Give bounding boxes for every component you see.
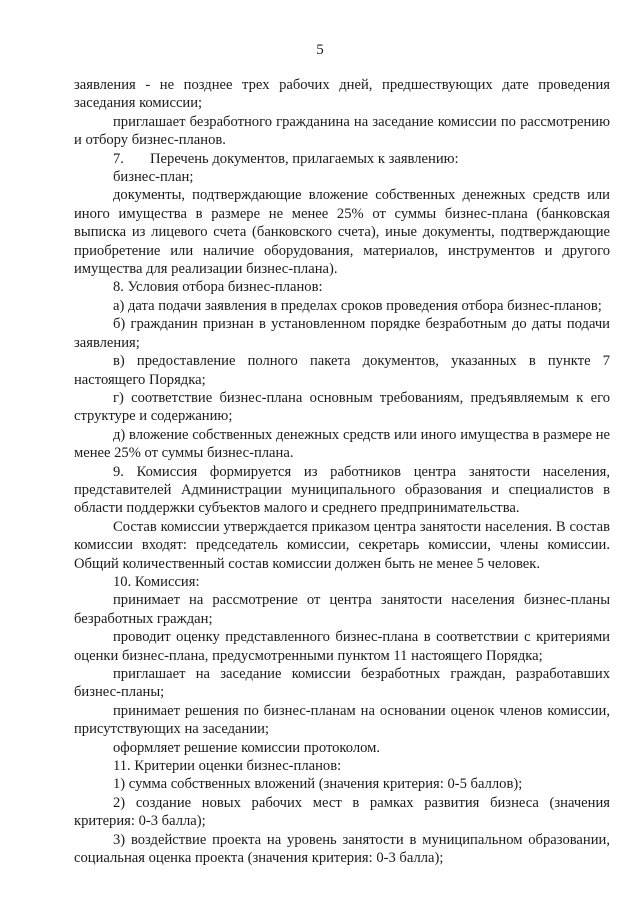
paragraph-text: принимает решения по бизнес-планам на основании оценок членов комиссии, присутствующих на заседании; bbox=[74, 702, 610, 738]
paragraph bbox=[74, 168, 610, 186]
paragraph bbox=[74, 186, 610, 278]
paragraph-text: 8. Условия отбора бизнес-планов: bbox=[113, 279, 323, 296]
paragraph-text: проводит оценку представленного бизнес-плана в соответствии с критериями оценки бизнес-плана, предусмотренными пунктом 11 настоящего Порядка; bbox=[74, 629, 610, 664]
paragraph bbox=[74, 278, 610, 296]
paragraph bbox=[74, 573, 610, 591]
paragraph bbox=[74, 518, 610, 573]
paragraph-text: г) соответствие бизнес-плана основным требованиям, предъявляемым к его структуре и содержанию; bbox=[74, 389, 610, 425]
paragraph bbox=[74, 426, 610, 463]
paragraph bbox=[74, 702, 610, 739]
paragraph-text: оформляет решение комиссии протоколом. bbox=[113, 739, 381, 756]
paragraph bbox=[74, 739, 610, 757]
paragraph-text: 9. Комиссия формируется из работников центра занятости населения, представителей Администрации муниципального образования и специалистов в области поддержки субъектов малого и среднего предпринимательства. bbox=[74, 463, 610, 517]
paragraph-text: д) вложение собственных денежных средств или иного имущества в размере не менее 25% от суммы бизнес-плана. bbox=[74, 426, 610, 462]
paragraph-text: 11. Критерии оценки бизнес-планов: bbox=[113, 758, 342, 775]
paragraph-text: приглашает безработного гражданина на заседание комиссии по рассмотрению и отбору бизнес-планов. bbox=[74, 113, 610, 149]
paragraph-text: б) гражданин признан в установленном порядке безработным до даты подачи заявления; bbox=[74, 316, 610, 351]
paragraph-number: 7. bbox=[113, 150, 124, 167]
paragraph-text: Перечень документов, прилагаемых к заявлению: bbox=[150, 150, 459, 167]
paragraph bbox=[74, 463, 610, 518]
paragraph-text: Состав комиссии утверждается приказом центра занятости населения. В состав комиссии входят: председатель комиссии, секретарь комиссии, члены комиссии. Общий количественный состав комиссии должен быть не менее 5 человек. bbox=[74, 518, 610, 572]
paragraph-text: 1) сумма собственных вложений (значения критерия: 0-5 баллов); bbox=[113, 776, 523, 793]
paragraph bbox=[74, 665, 610, 702]
paragraph-text: в) предоставление полного пакета документов, указанных в пункте 7 настоящего Порядка; bbox=[74, 353, 610, 388]
paragraph-text: а) дата подачи заявления в пределах сроков проведения отбора бизнес-планов; bbox=[113, 297, 602, 314]
paragraph bbox=[74, 794, 610, 831]
paragraph bbox=[74, 628, 610, 665]
paragraph-text: 10. Комиссия: bbox=[113, 573, 200, 590]
paragraph bbox=[74, 315, 610, 352]
paragraph-text: 3) воздействие проекта на уровень занятости в муниципальном образовании, социальная оценка проекта (значения критерия: 0-3 балла); bbox=[74, 831, 610, 867]
paragraph-text: заявления - не позднее трех рабочих дней, предшествующих дате проведения заседания комиссии; bbox=[74, 77, 610, 112]
paragraph-text: приглашает на заседание комиссии безработных граждан, разработавших бизнес-планы; bbox=[74, 666, 610, 701]
paragraph bbox=[74, 113, 610, 150]
paragraph bbox=[74, 150, 610, 168]
document-body bbox=[74, 76, 610, 867]
paragraph bbox=[74, 757, 610, 775]
paragraph bbox=[74, 352, 610, 389]
paragraph bbox=[74, 775, 610, 793]
paragraph-text: документы, подтверждающие вложение собственных денежных средств или иного имущества в размере не менее 25% от суммы бизнес-плана (банковская выписка из лицевого счета (банковского счета), иные документы, подтверждающие приобретение или наличие оборудования, материалов, инструментов и другого имущества для реализации бизнес-плана). bbox=[74, 187, 610, 278]
paragraph-text: 2) создание новых рабочих мест в рамках развития бизнеса (значения критерия: 0-3 балла); bbox=[74, 794, 610, 830]
page-number: 5 bbox=[316, 42, 324, 58]
paragraph-text: бизнес-план; bbox=[113, 169, 194, 186]
paragraph bbox=[74, 591, 610, 628]
paragraph bbox=[74, 389, 610, 426]
paragraph-text: принимает на рассмотрение от центра занятости населения бизнес-планы безработных граждан; bbox=[74, 592, 610, 627]
paragraph bbox=[74, 297, 610, 315]
paragraph bbox=[74, 831, 610, 868]
paragraph bbox=[74, 76, 610, 113]
